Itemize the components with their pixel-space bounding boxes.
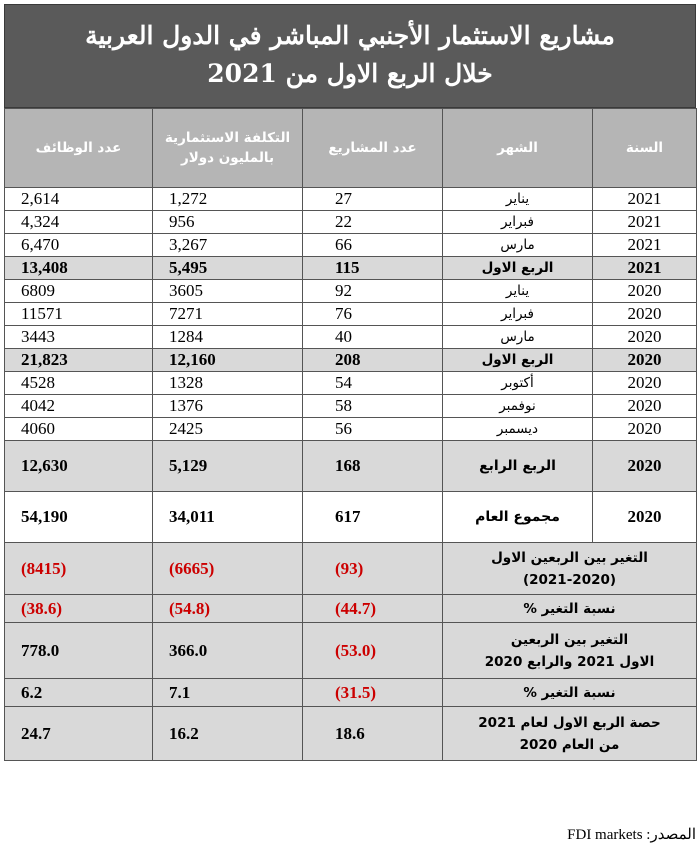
summary-row xyxy=(5,595,697,623)
cell-month: فبراير xyxy=(443,303,593,326)
summary-label-line2: من العام 2020 xyxy=(519,736,620,753)
cell-jobs: 13,408 xyxy=(5,257,153,280)
cell-month: مجموع العام xyxy=(443,492,593,543)
fdi-report xyxy=(4,4,696,761)
cell-jobs: 12,630 xyxy=(5,441,153,492)
header-projects: عدد المشاريع xyxy=(303,109,443,188)
cell-year: 2020 xyxy=(593,395,697,418)
summary-row xyxy=(5,679,697,707)
summary-label xyxy=(443,543,697,595)
cell-projects: 54 xyxy=(303,372,443,395)
cell-month: الربع الرابع xyxy=(443,441,593,492)
header-month: الشهر xyxy=(443,109,593,188)
cell-cost: 1376 xyxy=(153,395,303,418)
summary-label-line2: الاول 2021 والرابع 2020 xyxy=(484,653,655,670)
table-row xyxy=(5,234,697,257)
summary-label-line1: التغير بين الربعين الاول xyxy=(491,549,648,566)
cell-month: ديسمبر xyxy=(443,418,593,441)
cell-cost: 7.1 xyxy=(153,679,303,707)
cell-cost: 1328 xyxy=(153,372,303,395)
cell-jobs: 6809 xyxy=(5,280,153,303)
cell-year: 2020 xyxy=(593,326,697,349)
cell-month: الربع الاول xyxy=(443,349,593,372)
cell-jobs: 54,190 xyxy=(5,492,153,543)
table-row xyxy=(5,211,697,234)
cell-year: 2020 xyxy=(593,441,697,492)
cell-year: 2020 xyxy=(593,280,697,303)
summary-label xyxy=(443,707,697,761)
cell-jobs: 4528 xyxy=(5,372,153,395)
cell-projects: (31.5) xyxy=(303,679,443,707)
cell-projects: (93) xyxy=(303,543,443,595)
summary-label-line2: (2021-2020) xyxy=(522,571,617,588)
quarter-total-row xyxy=(5,441,697,492)
table-row xyxy=(5,372,697,395)
summary-label: نسبة التغير % xyxy=(443,595,697,623)
source-note: المصدر: FDI markets xyxy=(567,827,696,843)
summary-label xyxy=(443,623,697,679)
cell-month: نوفمبر xyxy=(443,395,593,418)
cell-month: أكتوبر xyxy=(443,372,593,395)
cell-cost: 16.2 xyxy=(153,707,303,761)
cell-jobs: (38.6) xyxy=(5,595,153,623)
cell-month: يناير xyxy=(443,188,593,211)
summary-row xyxy=(5,707,697,761)
cell-month: مارس xyxy=(443,234,593,257)
cell-month: يناير xyxy=(443,280,593,303)
cell-projects: 56 xyxy=(303,418,443,441)
summary-row xyxy=(5,623,697,679)
cell-projects: 617 xyxy=(303,492,443,543)
cell-jobs: 11571 xyxy=(5,303,153,326)
cell-year: 2021 xyxy=(593,234,697,257)
title-line-1: مشاريع الاستثمار الأجنبي المباشر في الدول العربية xyxy=(85,21,615,50)
cell-cost: 1,272 xyxy=(153,188,303,211)
cell-projects: (44.7) xyxy=(303,595,443,623)
cell-jobs: 6,470 xyxy=(5,234,153,257)
cell-cost: 5,129 xyxy=(153,441,303,492)
fdi-table xyxy=(4,108,697,761)
title-line-2: خلال الربع الاول من 2021 xyxy=(207,59,493,88)
cell-projects: 40 xyxy=(303,326,443,349)
cell-projects: 66 xyxy=(303,234,443,257)
cell-cost: 956 xyxy=(153,211,303,234)
cell-cost: (54.8) xyxy=(153,595,303,623)
cell-cost: 366.0 xyxy=(153,623,303,679)
cell-month: الربع الاول xyxy=(443,257,593,280)
table-row xyxy=(5,303,697,326)
cell-jobs: 24.7 xyxy=(5,707,153,761)
cell-jobs: (8415) xyxy=(5,543,153,595)
cell-year: 2020 xyxy=(593,303,697,326)
summary-label: نسبة التغير % xyxy=(443,679,697,707)
cell-jobs: 3443 xyxy=(5,326,153,349)
cell-cost: 34,011 xyxy=(153,492,303,543)
summary-label-line1: التغير بين الربعين xyxy=(510,631,629,648)
header-row xyxy=(5,109,697,188)
cell-jobs: 778.0 xyxy=(5,623,153,679)
table-row xyxy=(5,326,697,349)
cell-year: 2021 xyxy=(593,188,697,211)
cell-projects: 168 xyxy=(303,441,443,492)
cell-projects: 18.6 xyxy=(303,707,443,761)
cell-projects: 27 xyxy=(303,188,443,211)
cell-year: 2020 xyxy=(593,418,697,441)
cell-cost: 7271 xyxy=(153,303,303,326)
cell-cost: 12,160 xyxy=(153,349,303,372)
cell-projects: 92 xyxy=(303,280,443,303)
summary-label-line1: حصة الربع الاول لعام 2021 xyxy=(478,714,661,731)
cell-projects: 208 xyxy=(303,349,443,372)
cell-projects: 22 xyxy=(303,211,443,234)
table-row xyxy=(5,395,697,418)
cell-year: 2020 xyxy=(593,372,697,395)
title-box xyxy=(4,4,696,108)
cell-year: 2020 xyxy=(593,349,697,372)
cell-projects: 115 xyxy=(303,257,443,280)
cell-cost: 3,267 xyxy=(153,234,303,257)
cell-cost: 5,495 xyxy=(153,257,303,280)
quarter-total-row xyxy=(5,349,697,372)
table-row xyxy=(5,188,697,211)
cell-month: فبراير xyxy=(443,211,593,234)
cell-projects: 76 xyxy=(303,303,443,326)
cell-jobs: 2,614 xyxy=(5,188,153,211)
cell-year: 2020 xyxy=(593,492,697,543)
cell-jobs: 4060 xyxy=(5,418,153,441)
cell-jobs: 4042 xyxy=(5,395,153,418)
cell-cost: 3605 xyxy=(153,280,303,303)
cell-jobs: 21,823 xyxy=(5,349,153,372)
summary-row xyxy=(5,543,697,595)
cell-projects: (53.0) xyxy=(303,623,443,679)
cell-projects: 58 xyxy=(303,395,443,418)
table-body xyxy=(5,188,697,761)
cell-cost: 2425 xyxy=(153,418,303,441)
table-row xyxy=(5,280,697,303)
cell-cost: (6665) xyxy=(153,543,303,595)
cell-jobs: 4,324 xyxy=(5,211,153,234)
year-total-row xyxy=(5,492,697,543)
cell-cost: 1284 xyxy=(153,326,303,349)
cell-year: 2021 xyxy=(593,257,697,280)
header-year: السنة xyxy=(593,109,697,188)
header-cost: التكلفة الاستثمارية بالمليون دولار xyxy=(153,109,303,188)
cell-jobs: 6.2 xyxy=(5,679,153,707)
quarter-total-row xyxy=(5,257,697,280)
cell-month: مارس xyxy=(443,326,593,349)
table-row xyxy=(5,418,697,441)
cell-year: 2021 xyxy=(593,211,697,234)
header-jobs: عدد الوظائف xyxy=(5,109,153,188)
